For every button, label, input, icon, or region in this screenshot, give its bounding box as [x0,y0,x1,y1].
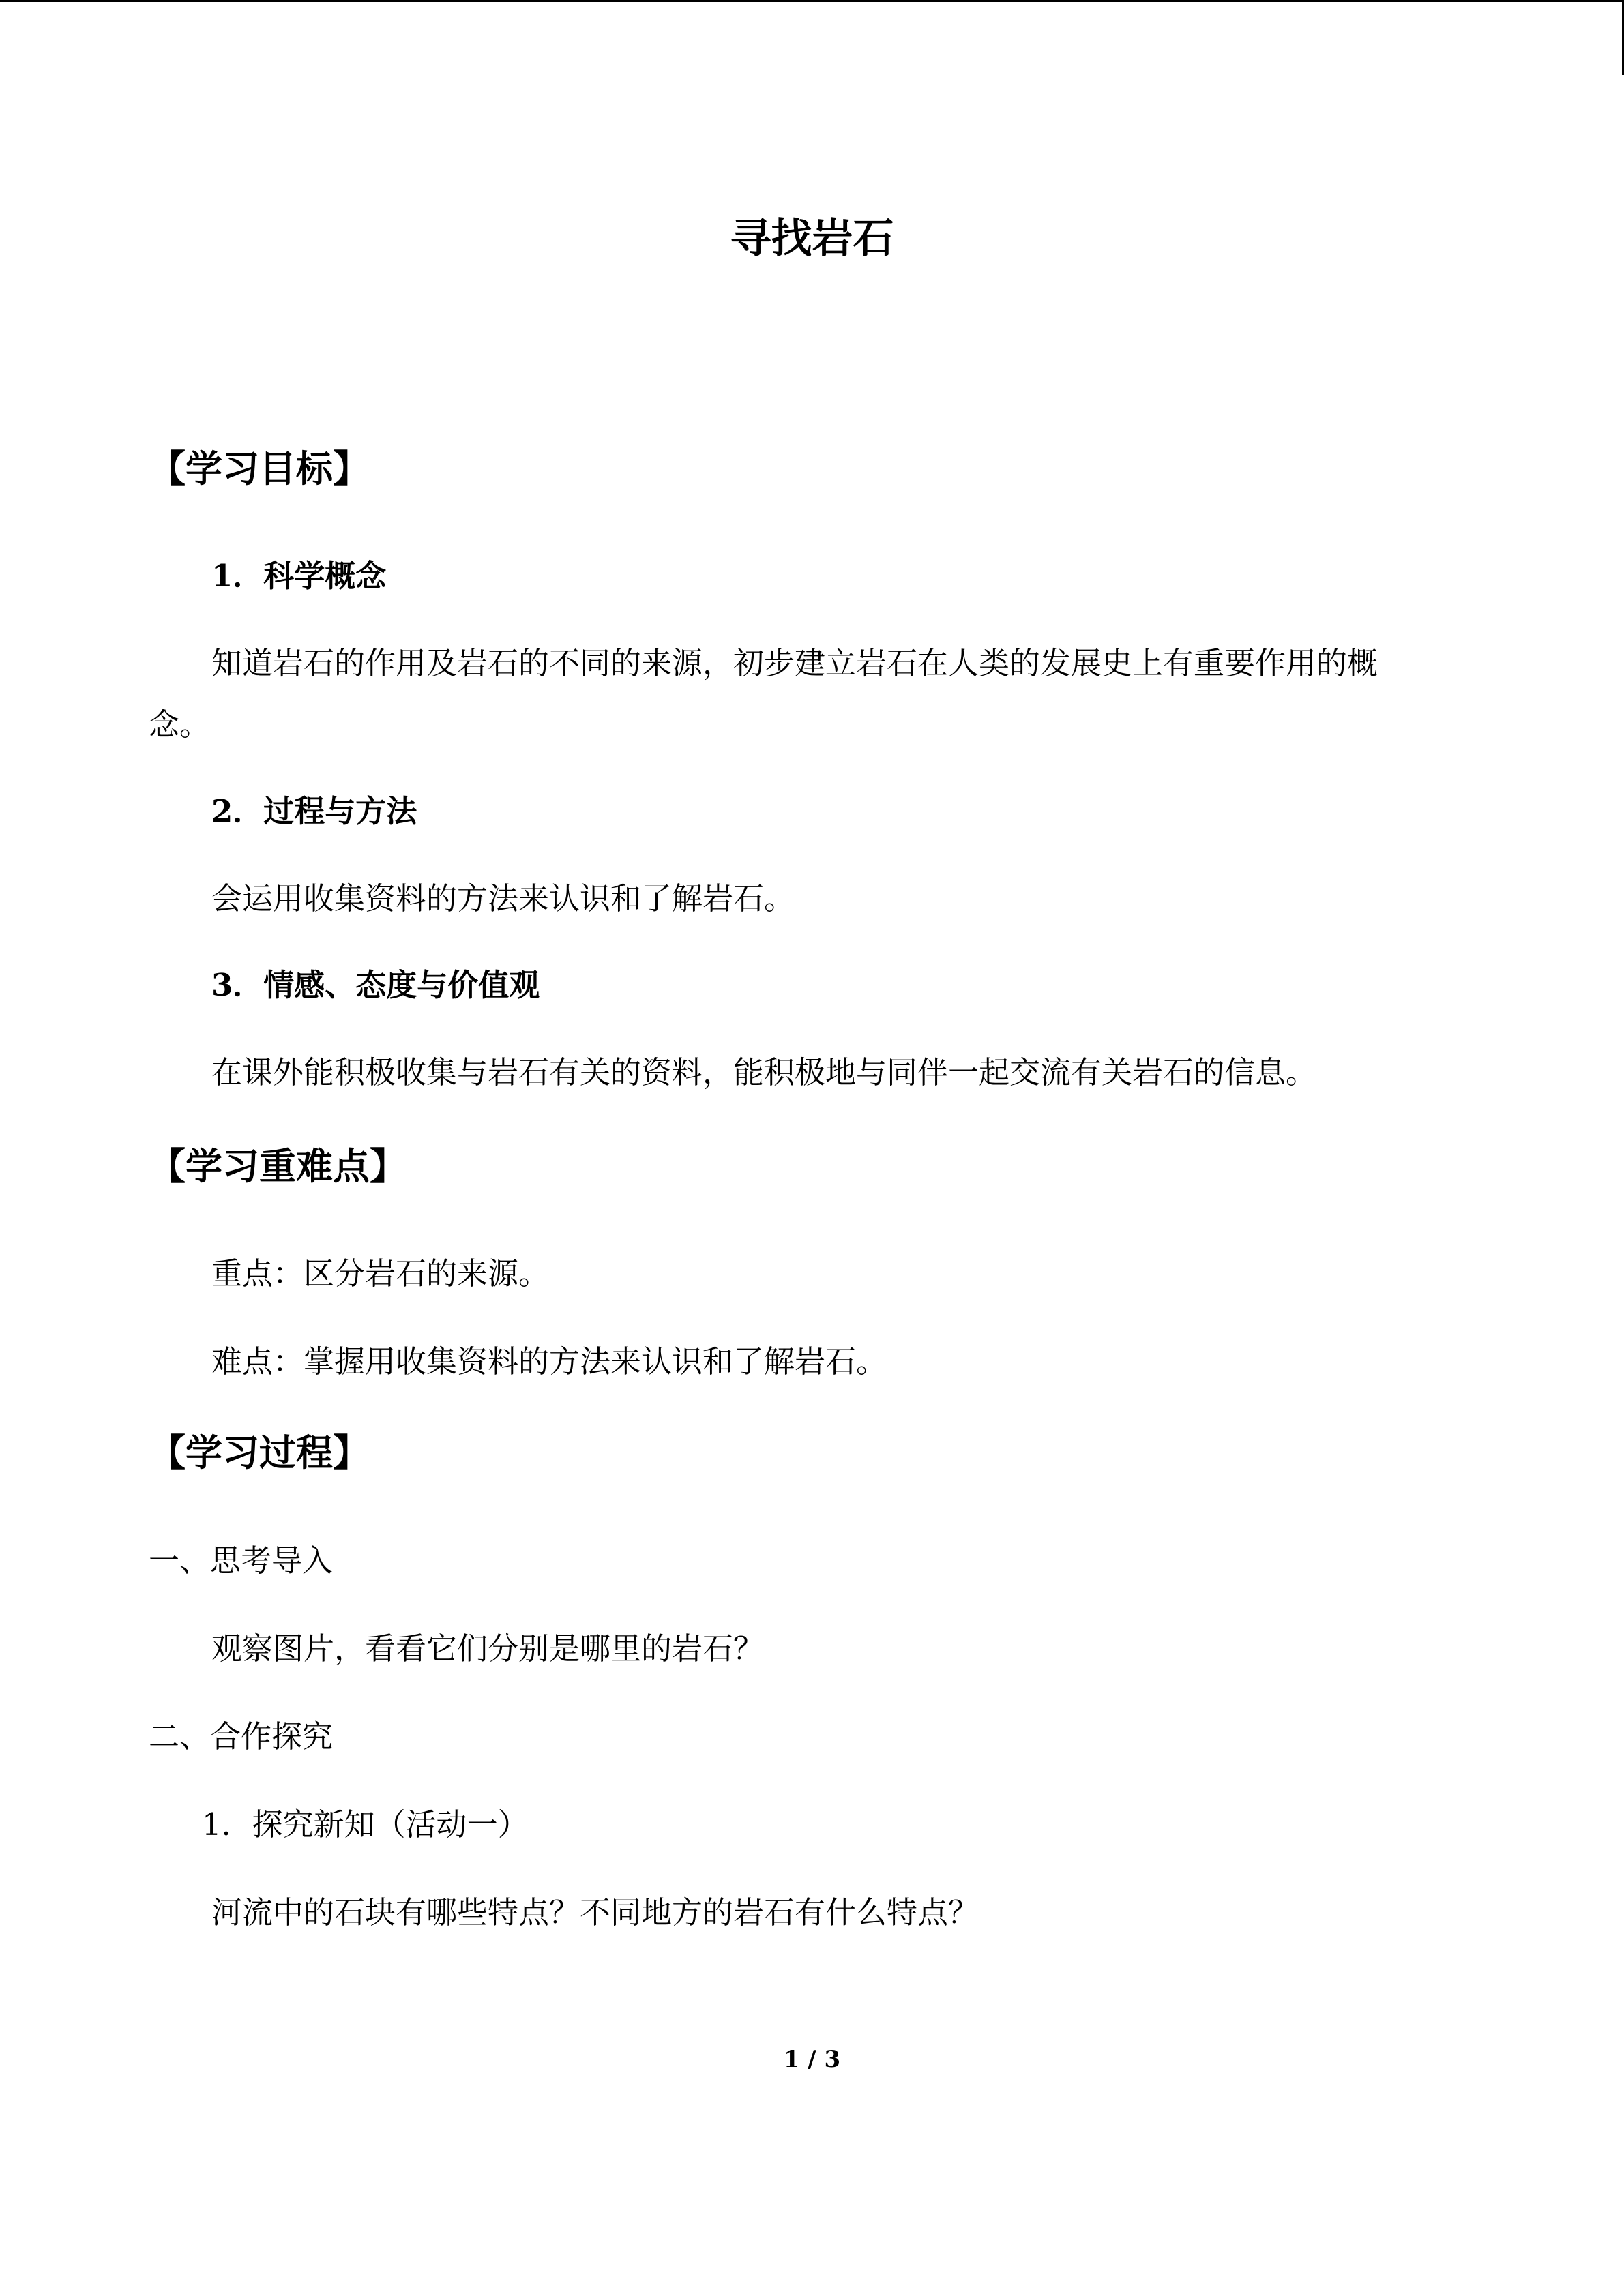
process-part2-sub-label: 1．探究新知（活动一） [202,1806,529,1843]
process-part2-label: 二、合作探究 [149,1718,334,1755]
objective-2-label: 2．过程与方法 [211,793,417,829]
objective-2-text: 会运用收集资料的方法来认识和了解岩石。 [211,880,795,916]
key-points-heading: 【学习重难点】 [149,1144,407,1188]
process-part1-text: 观察图片，看看它们分别是哪里的岩石？ [211,1630,765,1667]
top-border-line [0,0,1624,2]
objective-1-label: 1．科学概念 [211,558,387,594]
page-number: 1 / 3 [783,2046,841,2073]
objectives-heading: 【学习目标】 [149,447,370,490]
objective-1-text-line1: 知道岩石的作用及岩石的不同的来源，初步建立岩石在人类的发展史上有重要作用的概 [211,645,1378,681]
process-part2-text: 河流中的石块有哪些特点？不同地方的岩石有什么特点？ [211,1894,979,1930]
objective-1-text-line2: 念。 [149,706,211,743]
objective-3-text: 在课外能积极收集与岩石有关的资料，能积极地与同伴一起交流有关岩石的信息。 [211,1054,1317,1090]
objective-3-label: 3．情感、态度与价值观 [211,967,540,1003]
difficulty-text: 难点：掌握用收集资料的方法来认识和了解岩石。 [211,1343,887,1380]
key-point-text: 重点：区分岩石的来源。 [211,1255,550,1292]
document-title: 寻找岩石 [730,215,894,263]
process-part1-label: 一、思考导入 [149,1542,334,1579]
process-heading: 【学习过程】 [149,1431,370,1474]
